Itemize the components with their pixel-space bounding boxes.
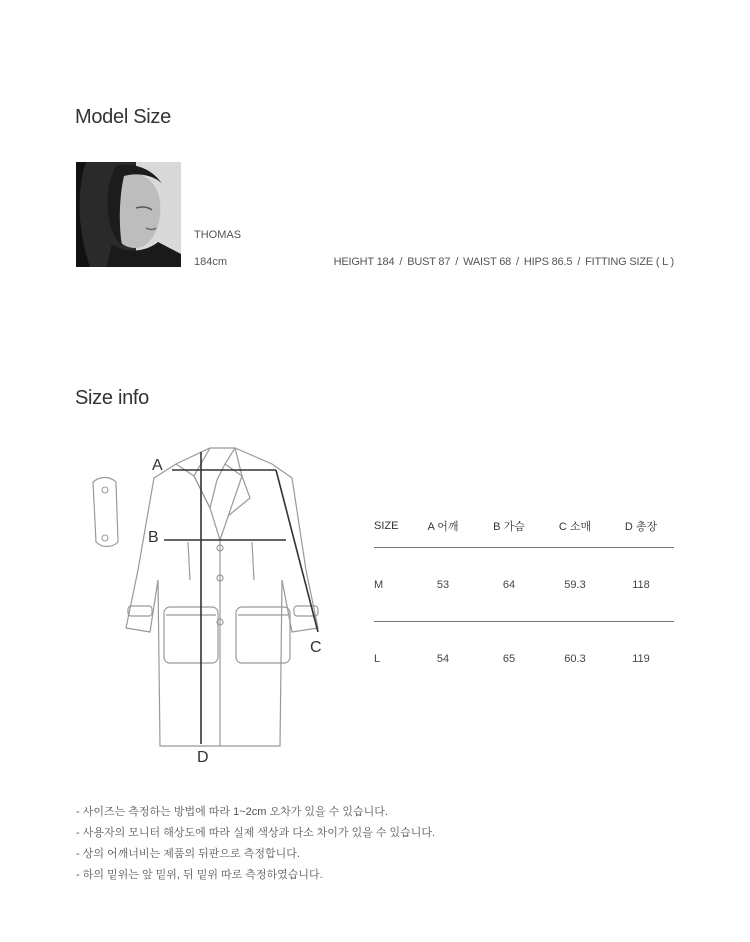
table-cell: 64 (502, 578, 516, 591)
model-stat-waist: WAIST 68 (463, 256, 512, 268)
table-cell-size: L (374, 652, 381, 665)
table-cell: 59.3 (564, 578, 586, 591)
label-d: D (197, 749, 209, 766)
label-c: C (310, 639, 322, 656)
model-name: THOMAS (194, 229, 242, 241)
label-b: B (148, 529, 159, 546)
note-item: - 사용자의 모니터 해상도에 따라 실제 색상과 다소 차이가 있을 수 있습니다. (76, 827, 436, 839)
coat-outline (126, 448, 318, 746)
model-size-title: Model Size (75, 106, 171, 128)
collar-piece (93, 478, 118, 547)
label-a: A (152, 457, 163, 474)
table-row (374, 622, 674, 695)
table-header: B 가슴 (493, 521, 525, 533)
model-stat-hips: HIPS 86.5 (523, 256, 573, 268)
model-photo (76, 162, 181, 267)
table-cell: 65 (502, 652, 516, 665)
table-cell: 53 (436, 578, 450, 591)
size-notes (76, 802, 435, 886)
size-info-title: Size info (75, 387, 150, 409)
table-header: SIZE (374, 520, 399, 532)
stat-separator: / (577, 256, 581, 268)
table-header: C 소매 (558, 521, 592, 533)
note-item: - 상의 어깨너비는 제품의 뒤판으로 측정합니다. (76, 848, 300, 860)
table-row (374, 548, 674, 621)
model-measurements (334, 256, 674, 268)
stat-separator: / (399, 256, 403, 268)
stat-separator: / (455, 256, 459, 268)
table-cell: 60.3 (564, 652, 586, 665)
table-cell: 119 (632, 652, 650, 665)
note-item: - 사이즈는 측정하는 방법에 따라 1~2cm 오차가 있을 수 있습니다. (76, 806, 388, 818)
note-item: - 하의 밑위는 앞 밑위, 뒤 밑위 따로 측정하였습니다. (76, 869, 323, 881)
table-cell-size: M (374, 578, 384, 591)
model-height: 184cm (194, 256, 228, 268)
model-stat-height: HEIGHT 184 (333, 256, 395, 268)
table-header-row (374, 505, 674, 547)
size-table (374, 505, 674, 695)
model-stat-fitting-size: FITTING SIZE ( L ) (585, 256, 674, 268)
table-cell: 118 (632, 578, 650, 591)
model-stat-bust: BUST 87 (407, 256, 451, 268)
table-cell: 54 (436, 652, 450, 665)
stat-separator: / (516, 256, 519, 268)
table-header: A 어깨 (427, 521, 459, 533)
coat-measurement-diagram (60, 430, 360, 770)
table-header: D 총장 (624, 521, 658, 533)
